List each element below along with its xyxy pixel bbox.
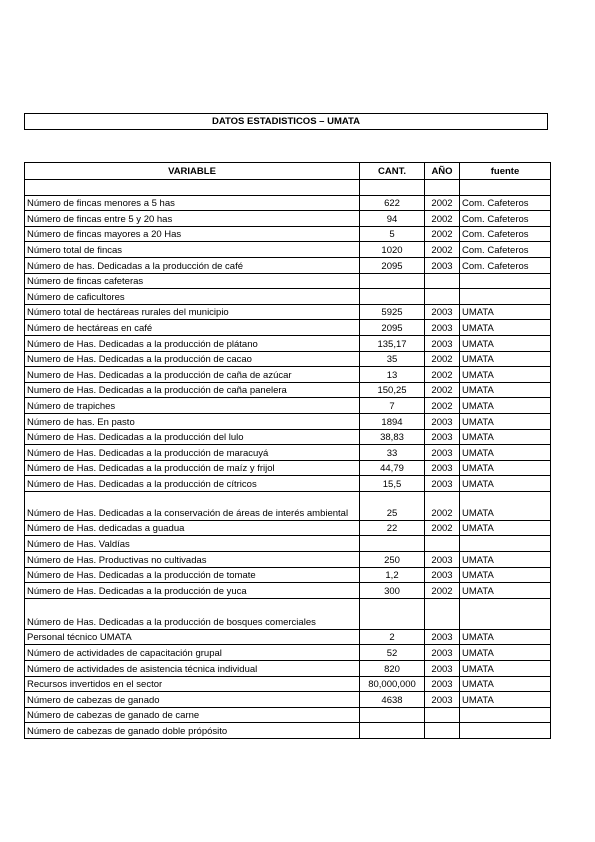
cell-variable: Número de caficultores (25, 289, 360, 305)
table-row (25, 476, 551, 492)
cell-cant (360, 598, 425, 629)
table-row (25, 536, 551, 552)
table-row (25, 567, 551, 583)
cell-ano: 2002 (425, 491, 460, 520)
table-row (25, 351, 551, 367)
cell-ano: 2002 (425, 367, 460, 383)
cell-cant (360, 707, 425, 723)
cell-variable: Número de cabezas de ganado (25, 692, 360, 708)
cell-cant: 2095 (360, 320, 425, 336)
cell-fuente (460, 723, 551, 739)
cell-fuente: UMATA (460, 320, 551, 336)
cell-variable: Número de Has. Dedicadas a la producción de cítricos (25, 476, 360, 492)
cell-ano: 2002 (425, 583, 460, 599)
cell-variable: Número de Has. Dedicadas a la conservación de áreas de interés ambiental (25, 491, 360, 520)
cell-variable: Numero de Has. Dedicadas a la producción de cacao (25, 351, 360, 367)
cell-ano: 2003 (425, 676, 460, 692)
cell-cant (360, 180, 425, 196)
cell-fuente (460, 273, 551, 289)
cell-ano (425, 536, 460, 552)
cell-variable: Número de cabezas de ganado de carne (25, 707, 360, 723)
cell-ano: 2003 (425, 320, 460, 336)
cell-fuente (460, 598, 551, 629)
cell-variable: Número de fincas cafeteras (25, 273, 360, 289)
table-row (25, 320, 551, 336)
cell-ano: 2003 (425, 645, 460, 661)
cell-variable: Número de fincas entre 5 y 20 has (25, 211, 360, 227)
cell-ano: 2003 (425, 552, 460, 568)
cell-variable: Numero de Has. Dedicadas a la producción de caña panelera (25, 382, 360, 398)
cell-cant: 1894 (360, 413, 425, 429)
document-title: DATOS ESTADISTICOS – UMATA (24, 113, 548, 130)
cell-cant (360, 723, 425, 739)
table-row (25, 367, 551, 383)
cell-cant (360, 536, 425, 552)
cell-ano: 2003 (425, 460, 460, 476)
cell-fuente: Com. Cafeteros (460, 211, 551, 227)
cell-variable: Número de has. En pasto (25, 413, 360, 429)
cell-ano: 2003 (425, 429, 460, 445)
cell-variable: Número de Has. Dedicadas a la producción del lulo (25, 429, 360, 445)
statistics-table (24, 162, 551, 739)
cell-cant: 1,2 (360, 567, 425, 583)
cell-fuente: UMATA (460, 335, 551, 351)
cell-variable: Número de fincas menores a 5 has (25, 195, 360, 211)
cell-fuente (460, 180, 551, 196)
cell-ano: 2003 (425, 567, 460, 583)
cell-cant: 33 (360, 445, 425, 461)
table-row (25, 195, 551, 211)
cell-fuente (460, 536, 551, 552)
cell-ano (425, 723, 460, 739)
cell-ano: 2002 (425, 242, 460, 258)
cell-fuente: UMATA (460, 676, 551, 692)
cell-fuente: UMATA (460, 367, 551, 383)
cell-cant: 2 (360, 629, 425, 645)
cell-ano: 2003 (425, 661, 460, 677)
cell-ano (425, 598, 460, 629)
cell-fuente: UMATA (460, 692, 551, 708)
cell-fuente: UMATA (460, 552, 551, 568)
table-row (25, 707, 551, 723)
cell-ano: 2003 (425, 413, 460, 429)
cell-fuente: UMATA (460, 491, 551, 520)
table-row (25, 304, 551, 320)
cell-cant: 44,79 (360, 460, 425, 476)
cell-cant: 5 (360, 226, 425, 242)
table-row (25, 661, 551, 677)
cell-cant: 80,000,000 (360, 676, 425, 692)
cell-variable: Número de Has. Dedicadas a la producción de tomate (25, 567, 360, 583)
cell-fuente: UMATA (460, 583, 551, 599)
cell-fuente: UMATA (460, 398, 551, 414)
table-row (25, 598, 551, 629)
table-row (25, 273, 551, 289)
cell-fuente (460, 707, 551, 723)
cell-fuente: UMATA (460, 645, 551, 661)
cell-variable: Número de actividades de capacitación grupal (25, 645, 360, 661)
table-row (25, 552, 551, 568)
table-row (25, 520, 551, 536)
cell-cant: 150,25 (360, 382, 425, 398)
cell-ano (425, 289, 460, 305)
cell-variable: Número de fincas mayores a 20 Has (25, 226, 360, 242)
table-row (25, 257, 551, 273)
table-row (25, 460, 551, 476)
header-ano: AÑO (425, 163, 460, 180)
cell-fuente: Com. Cafeteros (460, 257, 551, 273)
cell-ano: 2003 (425, 476, 460, 492)
cell-fuente: Com. Cafeteros (460, 226, 551, 242)
cell-variable: Número de Has. Dedicadas a la producción de bosques comerciales (25, 598, 360, 629)
cell-fuente: UMATA (460, 661, 551, 677)
table-row (25, 692, 551, 708)
cell-fuente: UMATA (460, 413, 551, 429)
table-row (25, 289, 551, 305)
cell-variable: Número de trapiches (25, 398, 360, 414)
cell-ano: 2003 (425, 445, 460, 461)
cell-cant: 22 (360, 520, 425, 536)
cell-fuente: UMATA (460, 567, 551, 583)
cell-fuente: UMATA (460, 629, 551, 645)
cell-ano: 2003 (425, 335, 460, 351)
cell-cant: 820 (360, 661, 425, 677)
cell-ano: 2003 (425, 304, 460, 320)
header-variable: VARIABLE (25, 163, 360, 180)
table-row (25, 398, 551, 414)
cell-fuente: UMATA (460, 520, 551, 536)
cell-variable: Número de Has. Dedicadas a la producción de maíz y frijol (25, 460, 360, 476)
cell-fuente: Com. Cafeteros (460, 195, 551, 211)
cell-ano: 2002 (425, 520, 460, 536)
cell-variable: Número de Has. Productivas no cultivadas (25, 552, 360, 568)
cell-cant: 250 (360, 552, 425, 568)
cell-variable: Número de has. Dedicadas a la producción de café (25, 257, 360, 273)
cell-variable: Número de actividades de asistencia técnica individual (25, 661, 360, 677)
table-row (25, 382, 551, 398)
cell-fuente: UMATA (460, 351, 551, 367)
cell-variable: Número de Has. Dedicadas a la producción de yuca (25, 583, 360, 599)
cell-fuente: UMATA (460, 445, 551, 461)
cell-ano (425, 273, 460, 289)
cell-variable: Número total de hectáreas rurales del municipio (25, 304, 360, 320)
cell-ano: 2002 (425, 226, 460, 242)
cell-cant: 38,83 (360, 429, 425, 445)
table-row (25, 335, 551, 351)
table-row (25, 413, 551, 429)
cell-cant: 94 (360, 211, 425, 227)
cell-cant: 5925 (360, 304, 425, 320)
cell-variable: Número de Has. dedicadas a guadua (25, 520, 360, 536)
cell-ano: 2003 (425, 629, 460, 645)
cell-cant: 300 (360, 583, 425, 599)
cell-cant: 622 (360, 195, 425, 211)
table-row (25, 723, 551, 739)
cell-fuente: Com. Cafeteros (460, 242, 551, 258)
cell-cant: 1020 (360, 242, 425, 258)
table-header-row (25, 163, 551, 180)
table-row (25, 445, 551, 461)
cell-ano: 2002 (425, 211, 460, 227)
cell-variable: Número total de fincas (25, 242, 360, 258)
header-fuente: fuente (460, 163, 551, 180)
cell-cant (360, 273, 425, 289)
cell-cant: 52 (360, 645, 425, 661)
cell-variable: Número de Has. Dedicadas a la producción de plátano (25, 335, 360, 351)
cell-cant: 4638 (360, 692, 425, 708)
cell-fuente (460, 289, 551, 305)
table-row (25, 180, 551, 196)
table-row (25, 429, 551, 445)
cell-ano: 2003 (425, 257, 460, 273)
cell-fuente: UMATA (460, 476, 551, 492)
cell-ano: 2002 (425, 382, 460, 398)
table-row (25, 645, 551, 661)
cell-variable: Número de Has. Valdías (25, 536, 360, 552)
cell-cant: 15,5 (360, 476, 425, 492)
cell-fuente: UMATA (460, 460, 551, 476)
table-row (25, 211, 551, 227)
cell-variable: Numero de Has. Dedicadas a la producción de caña de azúcar (25, 367, 360, 383)
cell-ano: 2002 (425, 195, 460, 211)
cell-ano: 2002 (425, 398, 460, 414)
cell-variable: Número de Has. Dedicadas a la producción de maracuyá (25, 445, 360, 461)
cell-variable: Personal técnico UMATA (25, 629, 360, 645)
table-row (25, 226, 551, 242)
table-row (25, 629, 551, 645)
cell-variable: Número de cabezas de ganado doble própósito (25, 723, 360, 739)
cell-fuente: UMATA (460, 304, 551, 320)
cell-variable: Recursos invertidos en el sector (25, 676, 360, 692)
cell-cant: 135,17 (360, 335, 425, 351)
cell-ano (425, 180, 460, 196)
header-cant: CANT. (360, 163, 425, 180)
cell-ano: 2002 (425, 351, 460, 367)
cell-cant: 25 (360, 491, 425, 520)
table-row (25, 242, 551, 258)
cell-cant (360, 289, 425, 305)
table-row (25, 491, 551, 520)
cell-ano: 2003 (425, 692, 460, 708)
cell-cant: 2095 (360, 257, 425, 273)
cell-variable (25, 180, 360, 196)
table-body (25, 180, 551, 739)
cell-fuente: UMATA (460, 429, 551, 445)
cell-cant: 35 (360, 351, 425, 367)
cell-fuente: UMATA (460, 382, 551, 398)
cell-cant: 7 (360, 398, 425, 414)
cell-variable: Número de hectáreas en café (25, 320, 360, 336)
cell-cant: 13 (360, 367, 425, 383)
table-row (25, 676, 551, 692)
cell-ano (425, 707, 460, 723)
table-row (25, 583, 551, 599)
